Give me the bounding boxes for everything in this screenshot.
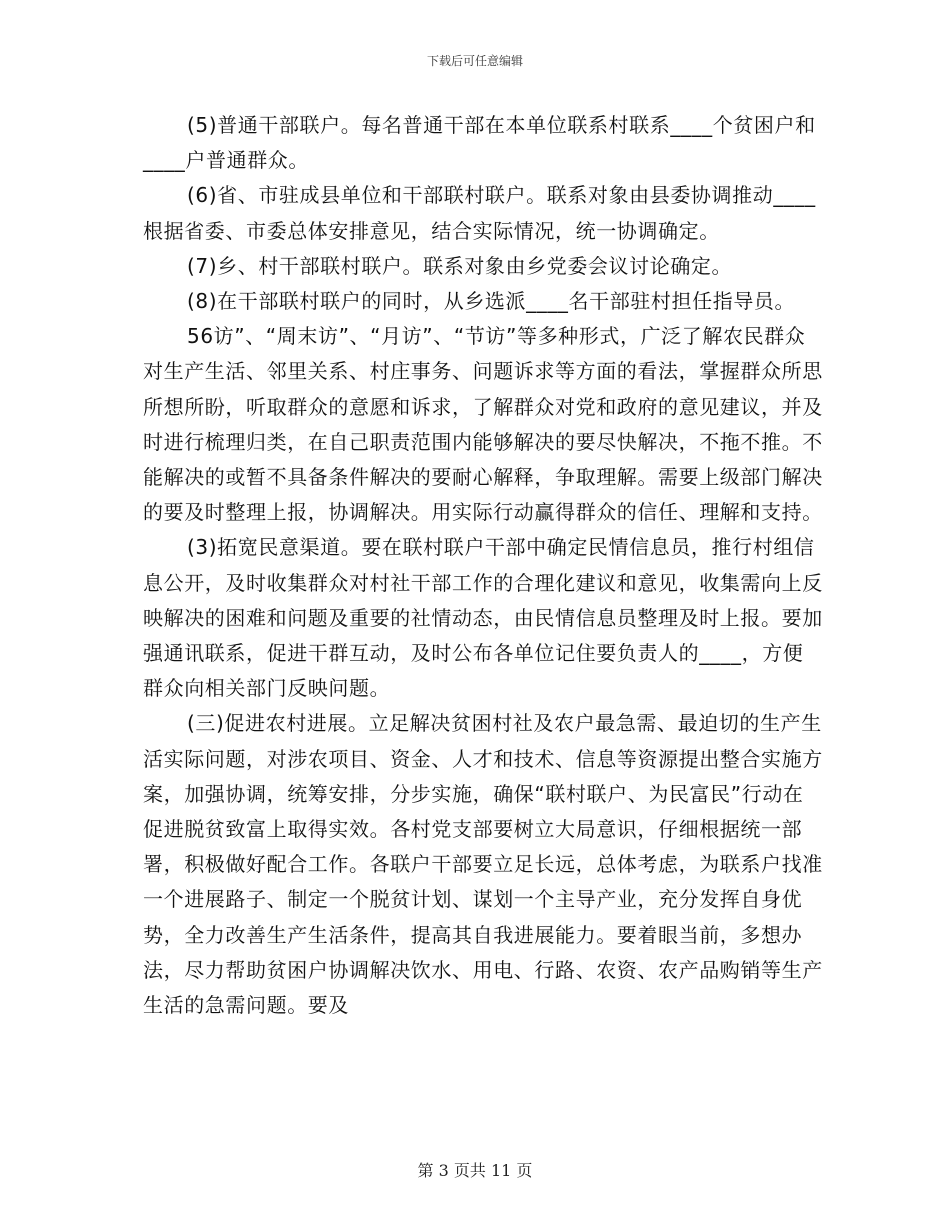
paragraph-6: (6)省、市驻成县单位和干部联村联户。联系对象由县委协调推动____根据省委、市委总体安排意见，结合实际情况，统一协调确定。 — [143, 183, 816, 243]
paragraph-3-channels: (3)拓宽民意渠道。要在联村联户干部中确定民情信息员，推行村组信息公开，及时收集群众对村社干部工作的合理化建议和意见，收集需向上反映解决的困难和问题及重要的社情动态，由民情信息员整理及时上报。要加强通讯联系，促进干群互动，及时公布各单位记住要负责人的____，方便群众向相关部门反映问题。 — [143, 535, 823, 701]
document-body — [143, 108, 823, 1023]
paragraph-5: (5)普通干部联户。每名普通干部在本单位联系村联系____个贫困户和____户普通群众。 — [143, 113, 816, 173]
paragraph-visits: 56访”、“周末访”、“月访”、“节访”等多种形式，广泛了解农民群众对生产生活、邻里关系、村庄事务、问题诉求等方面的看法，掌握群众所思所想所盼，听取群众的意愿和诉求，了解群众对党和政府的意见建议，并及时进行梳理归类，在自己职责范围内能够解决的要尽快解决，不拖不推。不能解决的或暂不具备条件解决的要耐心解释，争取理解。需要上级部门解决的要及时整理上报，协调解决。用实际行动赢得群众的信任、理解和支持。 — [143, 324, 823, 525]
page-number: 第 3 页共 11 页 — [417, 1161, 533, 1180]
paragraph-section-3: (三)促进农村进展。立足解决贫困村社及农户最急需、最迫切的生产生活实际问题，对涉农项目、资金、人才和技术、信息等资源提出整合实施方案，加强协调，统筹安排，分步实施，确保“联村联户、为民富民”行动在促进脱贫致富上取得实效。各村党支部要树立大局意识，仔细根据统一部署，积极做好配合工作。各联户干部要立足长远，总体考虑，为联系户找准一个进展路子、制定一个脱贫计划、谋划一个主导产业，充分发挥自身优势，全力改善生产生活条件，提高其自我进展能力。要着眼当前，多想办法，尽力帮助贫困户协调解决饮水、用电、行路、农资、农产品购销等生产生活的急需问题。要及 — [143, 711, 823, 1018]
paragraph-7: (7)乡、村干部联村联户。联系对象由乡党委会议讨论确定。 — [187, 253, 733, 278]
paragraph-8: (8)在干部联村联户的同时，从乡选派____名干部驻村担任指导员。 — [187, 289, 796, 314]
header-note: 下载后可任意编辑 — [426, 54, 523, 68]
